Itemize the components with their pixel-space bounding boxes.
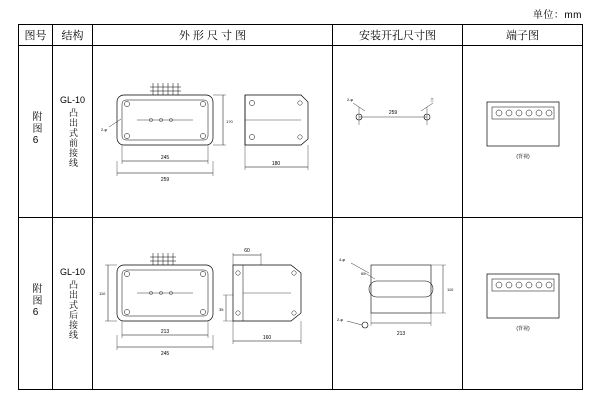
dim-front-width-1: 245 [160,154,169,161]
structure-cell-2 [53,218,93,390]
header-terminal: 端子图 [463,25,583,46]
table-row [19,46,583,218]
dim-side-width-2: 160 [262,334,271,341]
structure-model-1: GL-10 [59,95,85,105]
dim-top-2: 60 [243,247,250,254]
header-outline-dims: 外 形 尺 寸 图 [93,25,333,46]
spec-table [18,24,583,390]
hole-note-2: 4-φ [338,256,345,262]
structure-cell-1 [53,46,93,218]
dim-hole-note-1: 2-φ [100,126,107,132]
structure-label-2: 凸出式后接线 [68,280,78,340]
outline-drawing-cell-2 [93,218,333,390]
figure-no-cell-2 [19,218,53,390]
terminal-drawing-2 [465,229,581,379]
terminal-drawing-1 [465,57,581,207]
dim-front-width-outer-2: 245 [160,350,169,357]
dim-side-width-1: 180 [271,160,280,167]
mounting-hole-cell-1 [333,46,463,218]
outline-drawing-1 [95,57,331,207]
mounting-hole-drawing-1 [335,57,461,207]
terminal-diagram-cell-2 [463,218,583,390]
figure-no-cell-1 [19,46,53,218]
table-row [19,218,583,390]
header-mounting-hole: 安装开孔尺寸图 [333,25,463,46]
dim-hole-small-2: 65 [360,270,365,276]
hole-note-bottom-2: 2-φ [336,316,343,322]
structure-model-2: GL-10 [59,267,85,277]
figure-no-label-1: 附图6 [30,110,41,148]
figure-no-label-2: 附图6 [30,282,41,320]
dim-front-width-outer-1: 259 [160,176,169,183]
table-header-row [19,25,583,46]
hole-note-1: 2-φ [346,96,353,102]
dim-front-width-2: 213 [160,328,169,335]
unit-note: 单位：mm [532,10,582,21]
dim-hole-pitch-1: 259 [388,109,397,116]
dim-hole-pitch-2: 213 [396,330,405,337]
terminal-diagram-cell-1 [463,46,583,218]
mounting-hole-drawing-2 [335,229,461,379]
header-structure: 结构 [53,25,93,46]
dim-height-1: 1?0 [225,118,233,124]
dim-hole-height-2: 110 [446,286,453,292]
dim-small-2: 35 [218,306,223,312]
terminal-note-2: (背视) [515,325,530,332]
outline-drawing-cell-1 [93,46,333,218]
mounting-hole-cell-2 [333,218,463,390]
structure-label-1: 凸出式前接线 [68,108,78,168]
header-figure-no: 图号 [19,25,53,46]
hole-note-right-1: 主 [429,96,434,102]
outline-drawing-2 [95,229,331,379]
dim-height-2: 110 [98,290,105,296]
terminal-note-1: (背视) [515,153,530,160]
